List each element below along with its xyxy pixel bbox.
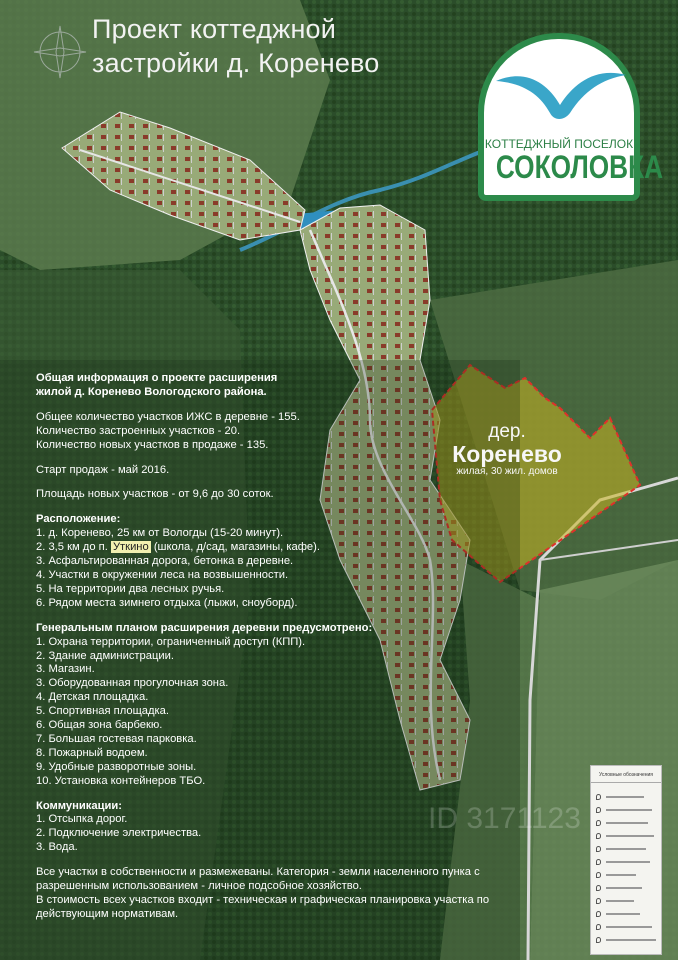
- stat-line: Количество новых участков в продаже - 135.: [36, 438, 269, 451]
- village-name: Коренево: [452, 441, 562, 467]
- location-item-suffix: (школа, д/сад, магазины, кафе).: [150, 541, 320, 554]
- plan-item: 3. Магазин.: [36, 663, 95, 676]
- pin-icon: [596, 898, 601, 904]
- plan-item: 6. Общая зона барбекю.: [36, 719, 163, 732]
- logo-name: СОКОЛОВКА: [495, 149, 664, 185]
- plan-item: 9. Удобные разворотные зоны.: [36, 760, 197, 773]
- footer-line: действующим нормативам.: [36, 907, 179, 920]
- location-item: 4. Участки в окружении леса на возвышенности.: [36, 568, 289, 581]
- pin-icon: [596, 911, 601, 917]
- plan-item: 4. Детская площадка.: [36, 691, 149, 704]
- pin-icon: [596, 833, 601, 839]
- plan-item: 8. Пожарный водоем.: [36, 746, 148, 759]
- plan-item: 2. Здание администрации.: [36, 649, 174, 662]
- map-legend: [590, 765, 662, 955]
- project-info: [36, 372, 516, 922]
- location-item: 5. На территории два лесных ручья.: [36, 582, 225, 595]
- utkino-highlight: Уткино: [112, 541, 149, 554]
- plan-item: 1. Охрана территории, ограниченный доступ (КПП).: [36, 635, 306, 648]
- legend-row: [596, 874, 656, 877]
- pin-icon: [596, 885, 601, 891]
- title-line-2: застройки д. Коренево: [92, 48, 380, 78]
- utilities-item: 1. Отсыпка дорог.: [36, 813, 128, 826]
- utilities-item: 2. Подключение электричества.: [36, 827, 202, 840]
- location-item: 3. Асфальтированная дорога, бетонка в деревне.: [36, 555, 294, 568]
- footer-line: Все участки в собственности и размежеваны. Категория - земли населенного пунка с: [36, 866, 480, 879]
- legend-row: [596, 913, 656, 916]
- location-item-prefix: 2. 3,5 км до п.: [36, 541, 111, 554]
- plan-item: 5. Спортивная площадка.: [36, 705, 170, 718]
- pin-icon: [596, 924, 601, 930]
- pin-icon: [596, 846, 601, 852]
- legend-row: [596, 861, 656, 864]
- info-heading-2: жилой д. Коренево Вологодского района.: [36, 385, 267, 398]
- stat-line: Количество застроенных участков - 20.: [36, 424, 241, 437]
- pin-icon: [596, 872, 601, 878]
- legend-row: [596, 822, 656, 825]
- plan-item: 10. Установка контейнеров ТБО.: [36, 774, 206, 787]
- legend-row: [596, 848, 656, 851]
- utilities-heading: Коммуникации:: [36, 799, 122, 812]
- compass-icon: [30, 22, 90, 82]
- pin-icon: [596, 794, 601, 800]
- bird-icon: [484, 39, 634, 139]
- footer-line: В стоимость всех участков входит - техническая и графическая планировка участка по: [36, 894, 490, 906]
- pin-icon: [596, 859, 601, 865]
- plan-item: 7. Большая гостевая парковка.: [36, 732, 197, 745]
- footer-line: разрешенным использованием - личное подсобное хозяйство.: [36, 880, 362, 893]
- legend-row: [596, 926, 656, 929]
- legend-row: [596, 796, 656, 799]
- legend-row: [596, 900, 656, 903]
- location-item: [36, 541, 516, 555]
- pin-icon: [596, 820, 601, 826]
- plot-area: Площадь новых участков - от 9,6 до 30 соток.: [36, 488, 274, 501]
- legend-row: [596, 809, 656, 812]
- sales-start: Старт продаж - май 2016.: [36, 463, 170, 476]
- plan-item: 3. Оборудованная прогулочная зона.: [36, 677, 229, 690]
- utilities-item: 3. Вода.: [36, 841, 78, 854]
- title-line-1: Проект коттеджной: [92, 14, 337, 44]
- pin-icon: [596, 807, 601, 813]
- legend-row: [596, 887, 656, 890]
- watermark: ID 3171123: [428, 802, 581, 835]
- stat-line: Общее количество участков ИЖС в деревне - 155.: [36, 410, 300, 423]
- legend-row: [596, 939, 656, 942]
- pin-icon: [596, 937, 601, 943]
- legend-row: [596, 835, 656, 838]
- info-heading-1: Общая информация о проекте расширения: [36, 372, 278, 384]
- logo-tagline: КОТТЕДЖНЫЙ ПОСЕЛОК: [484, 137, 634, 151]
- page-title: [92, 12, 380, 80]
- location-item: 6. Рядом места зимнего отдыха (лыжи, сноуборд).: [36, 596, 298, 609]
- legend-title: Условные обозначения: [591, 766, 661, 783]
- village-prefix: дер.: [488, 421, 526, 442]
- location-item: 1. д. Коренево, 25 км от Вологды (15-20 минут).: [36, 527, 284, 540]
- plan-heading: Генеральным планом расширения деревни предусмотрено:: [36, 621, 373, 634]
- sokolovka-logo: [478, 33, 664, 201]
- location-heading: Расположение:: [36, 513, 121, 526]
- village-note: жилая, 30 жил. домов: [456, 466, 558, 477]
